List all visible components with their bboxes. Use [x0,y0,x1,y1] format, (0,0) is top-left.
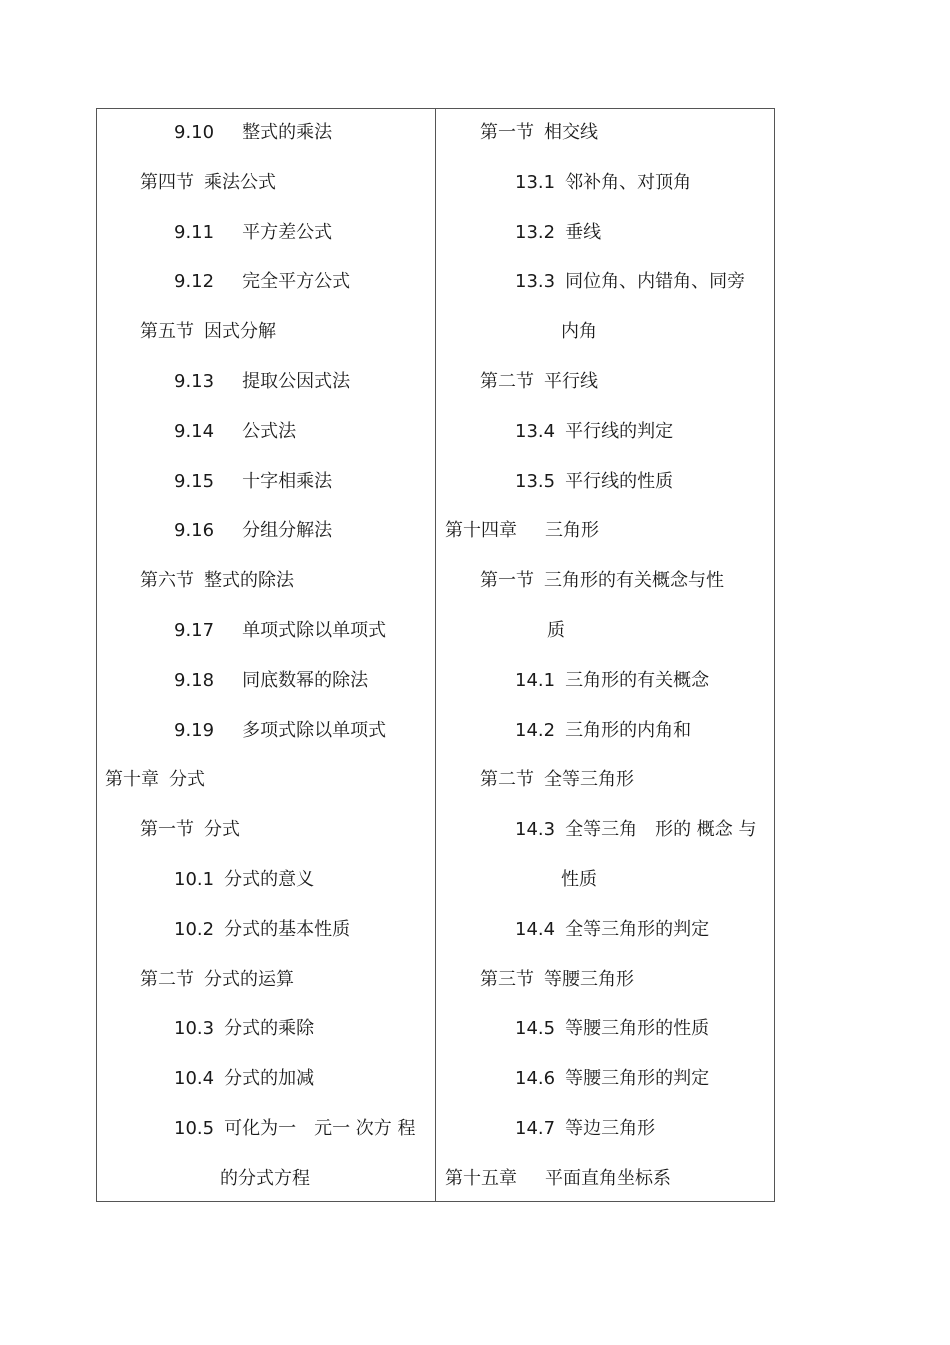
toc-entry-title: 平方差公式 [242,221,333,243]
toc-entry-item [515,1114,655,1144]
toc-entry-number: 第十章 [105,769,159,791]
toc-entry-section [480,367,598,397]
toc-entry-item [515,467,673,497]
toc-entry-title: 分式 [204,819,240,841]
toc-entry-number: 第二节 [480,769,534,791]
toc-entry-item [174,218,332,248]
toc-entry-number: 14.3 [515,819,556,841]
toc-entry-title: 单项式除以单项式 [242,620,387,641]
toc-entry-section [480,566,724,596]
toc-entry-item [515,915,709,945]
toc-entry-number: 第四节 [140,171,194,193]
toc-entry-title: 全等三角形 [544,769,634,791]
toc-entry-section [480,118,598,148]
toc-entry-number: 14.4 [515,918,556,940]
toc-entry-title: 分组分解法 [242,520,333,542]
toc-entry-item [174,417,296,447]
toc-entry-section [140,965,294,995]
toc-entry-title: 完全平方公式 [242,271,351,293]
toc-entry-item [174,467,332,497]
toc-entry-number: 第十四章 [445,520,517,542]
toc-entry-number: 9.15 [174,470,215,492]
toc-entry-number: 13.5 [515,470,556,492]
toc-entry-title: 分式的乘除 [224,1018,315,1040]
toc-entry-title: 相交线 [544,122,598,143]
toc-entry-number: 第二节 [480,371,534,392]
toc-entry-title: 三角形 [545,520,599,542]
toc-entry-number: 9.16 [174,520,215,542]
toc-left-column [97,109,435,1201]
toc-entry-title: 全等三角 形的 概念 与 [565,819,757,841]
toc-entry-number: 9.18 [174,669,215,691]
toc-entry-number: 10.5 [174,1118,215,1139]
toc-entry-section [140,566,294,596]
toc-entry-title: 可化为一 元一 次方 程 [224,1118,416,1139]
toc-entry-number: 10.3 [174,1018,215,1040]
toc-entry-number: 第一节 [480,570,534,592]
toc-entry-item [515,267,745,297]
toc-entry-item [174,1014,314,1044]
toc-entry-section [480,765,634,795]
toc-entry-item [174,666,368,696]
toc-entry-number: 14.6 [515,1068,556,1090]
toc-entry-item [174,915,350,945]
toc-entry-title: 分式的意义 [224,869,315,890]
toc-entry-title: 等腰三角形的性质 [565,1018,710,1040]
toc-entry-title: 全等三角形的判定 [565,918,710,940]
toc-entry-title: 平面直角坐标系 [545,1167,671,1189]
toc-entry-number: 9.10 [174,122,215,143]
toc-entry-title: 同位角、内错角、同旁 [565,271,746,293]
toc-entry-number: 14.1 [515,669,556,691]
toc-entry-title: 平行线 [544,371,598,392]
toc-entry-chapter [445,516,599,546]
toc-entry-number: 第二节 [140,968,194,990]
toc-entry-number: 第三节 [480,968,534,990]
toc-entry-number: 9.11 [174,221,215,243]
toc-entry-item [515,666,709,696]
toc-entry-number: 第六节 [140,570,194,592]
toc-entry-item [515,1014,709,1044]
toc-entry-section [480,965,634,995]
toc-entry-item [174,516,332,546]
toc-entry-title: 性质 [561,869,597,890]
toc-entry-title: 等边三角形 [565,1118,656,1139]
toc-entry-title: 三角形的有关概念 [565,669,710,691]
toc-entry-section [140,168,276,198]
toc-entry-item [515,1064,709,1094]
toc-entry-title: 的分式方程 [220,1167,310,1189]
toc-entry-item [174,1114,416,1144]
toc-entry-section [140,815,240,845]
toc-entry-title: 垂线 [565,221,602,243]
toc-entry-number: 第五节 [140,321,194,343]
toc-entry-number: 10.1 [174,869,215,890]
toc-entry-title: 等腰三角形 [544,968,634,990]
toc-entry-item [174,865,314,895]
toc-entry-item [174,118,332,148]
toc-entry-title: 乘法公式 [204,171,276,193]
toc-entry-cont [561,865,597,895]
toc-table [96,108,775,1202]
toc-entry-cont2 [547,616,565,646]
toc-entry-title: 邻补角、对顶角 [565,171,692,193]
toc-entry-number: 第一节 [480,122,534,143]
toc-entry-title: 提取公因式法 [242,371,351,392]
toc-entry-title: 内角 [561,321,597,343]
toc-entry-number: 9.12 [174,271,215,293]
toc-entry-number: 13.3 [515,271,556,293]
toc-entry-title: 质 [547,620,565,641]
toc-entry-number: 14.2 [515,719,556,741]
toc-entry-item [174,367,350,397]
toc-entry-item [174,616,386,646]
toc-entry-number: 13.1 [515,171,556,193]
toc-entry-title: 公式法 [242,420,297,442]
toc-entry-title: 三角形的有关概念与性 [544,570,724,592]
toc-entry-number: 9.19 [174,719,215,741]
toc-entry-number: 13.4 [515,420,556,442]
toc-entry-number: 第十五章 [445,1167,517,1189]
toc-entry-title: 分式的加减 [224,1068,315,1090]
toc-entry-chapter [445,1164,671,1194]
toc-entry-title: 等腰三角形的判定 [565,1068,710,1090]
toc-entry-item [174,716,386,746]
toc-entry-chapter [105,765,205,795]
toc-entry-title: 多项式除以单项式 [242,719,387,741]
toc-entry-title: 三角形的内角和 [565,719,692,741]
toc-entry-number: 10.2 [174,918,215,940]
toc-entry-number: 9.17 [174,620,215,641]
toc-entry-number: 9.14 [174,420,215,442]
toc-entry-number: 第一节 [140,819,194,841]
toc-entry-title: 因式分解 [204,321,276,343]
toc-entry-title: 平行线的性质 [565,470,674,492]
toc-entry-item [174,1064,314,1094]
toc-entry-title: 整式的除法 [204,570,294,592]
toc-entry-item [515,417,673,447]
toc-entry-title: 平行线的判定 [565,420,674,442]
toc-entry-title: 整式的乘法 [242,122,333,143]
toc-entry-item [515,815,757,845]
toc-entry-title: 同底数幂的除法 [242,669,369,691]
toc-entry-title: 分式的基本性质 [224,918,351,940]
toc-entry-item [174,267,350,297]
toc-entry-cont [220,1164,310,1194]
toc-entry-number: 13.2 [515,221,556,243]
toc-entry-section [140,317,276,347]
toc-entry-cont [561,317,597,347]
toc-entry-item [515,716,691,746]
toc-entry-number: 14.7 [515,1118,556,1139]
toc-entry-number: 9.13 [174,371,215,392]
toc-entry-item [515,168,691,198]
toc-entry-number: 10.4 [174,1068,215,1090]
toc-right-column [436,109,774,1201]
toc-entry-number: 14.5 [515,1018,556,1040]
toc-entry-title: 分式 [169,769,205,791]
toc-entry-title: 十字相乘法 [242,470,333,492]
toc-entry-title: 分式的运算 [204,968,294,990]
toc-entry-item [515,218,601,248]
